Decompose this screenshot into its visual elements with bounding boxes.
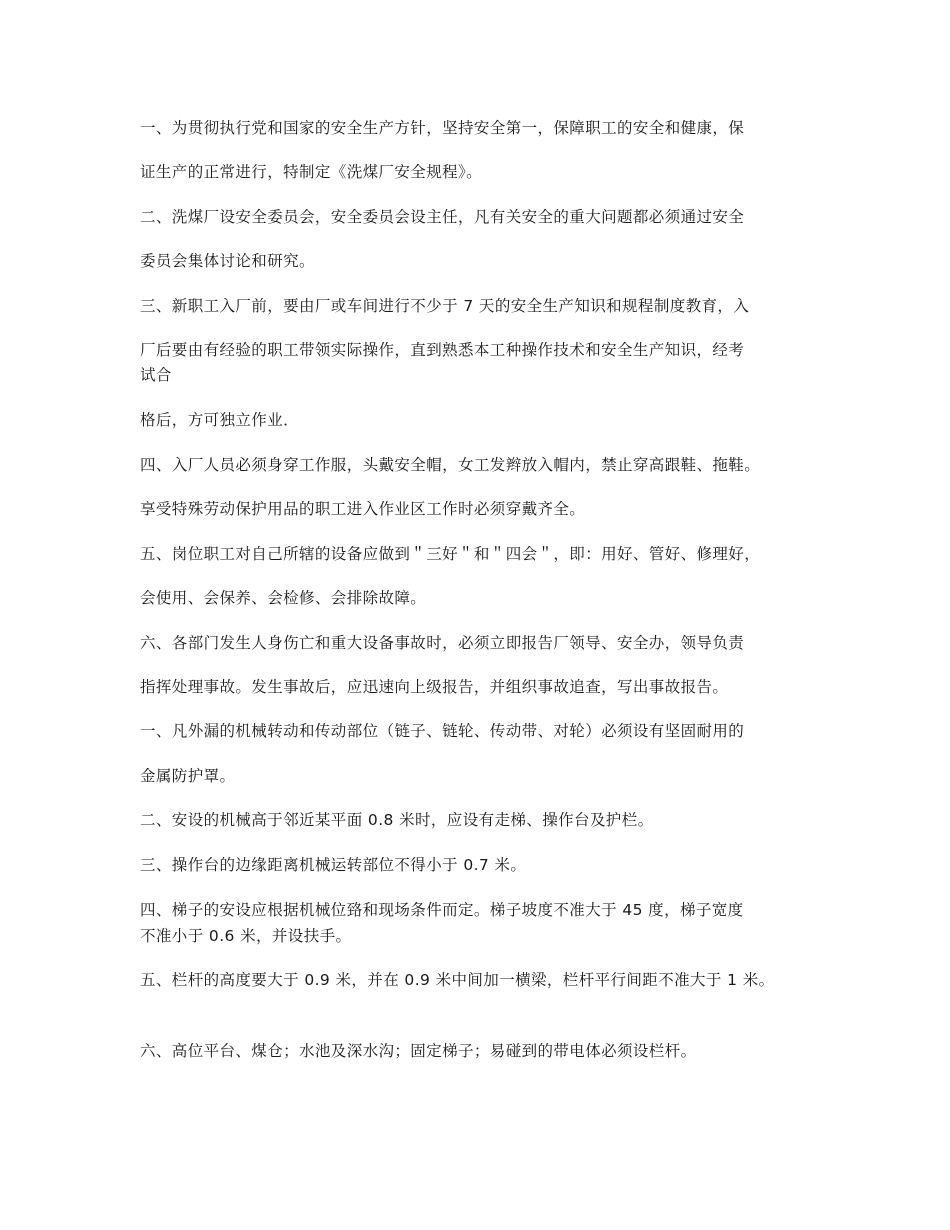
- paragraph-line: 一、凡外漏的机械转动和传动部位（链子、链轮、传动带、对轮）必须设有坚固耐用的: [140, 722, 745, 740]
- paragraph-line: 享受特殊劳动保护用品的职工进入作业区工作时必须穿戴齐全。: [140, 500, 586, 518]
- paragraph-line: 三、操作台的边缘距离机械运转部位不得小于 0.7 米。: [140, 856, 527, 874]
- paragraph-line: 五、栏杆的高度要大于 0.9 米，并在 0.9 米中间加一横梁，栏杆平行间距不准大于 1 米。: [140, 971, 775, 989]
- paragraph-line: 厂后要由有经验的职工带领实际操作，直到熟悉本工种操作技术和安全生产知识，经考: [140, 341, 745, 359]
- paragraph-line: 一、为贯彻执行党和国家的安全生产方针，坚持安全第一，保障职工的安全和健康，保: [140, 119, 745, 137]
- paragraph-line: 二、洗煤厂设安全委员会，安全委员会设主任，凡有关安全的重大问题都必须通过安全: [140, 208, 745, 226]
- paragraph-line: 五、岗位职工对自己所辖的设备应做到＂三好＂和＂四会＂，即：用好、管好、修理好，: [140, 545, 761, 563]
- paragraph-line: 不准小于 0.6 米，并设扶手。: [140, 927, 352, 945]
- paragraph-line: 格后，方可独立作业．: [140, 411, 300, 429]
- paragraph-line: 试合: [140, 366, 172, 384]
- paragraph-line: 三、新职工入厂前，要由厂或车间进行不少于 7 天的安全生产知识和规程制度教育，入: [140, 297, 750, 315]
- paragraph-line: 四、入厂人员必须身穿工作服，头戴安全帽，女工发辫放入帽内，禁止穿高跟鞋、拖鞋。: [140, 456, 761, 474]
- paragraph-line: 六、各部门发生人身伤亡和重大设备事故时，必须立即报告厂领导、安全办，领导负责: [140, 634, 745, 652]
- paragraph-line: 委员会集体讨论和研究。: [140, 252, 315, 270]
- paragraph-line: 六、高位平台、煤仓；水池及深水沟；固定梯子；易碰到的带电体必须设栏杆。: [140, 1042, 697, 1060]
- paragraph-line: 会使用、会保养、会检修、会排除故障。: [140, 589, 427, 607]
- paragraph-line: 四、梯子的安设应根据机械位臵和现场条件而定。梯子坡度不准大于 45 度，梯子宽度: [140, 901, 744, 919]
- paragraph-line: 指挥处理事故。发生事故后，应迅速向上级报告，并组织事故追查，写出事故报告。: [140, 678, 729, 696]
- paragraph-line: 金属防护罩。: [140, 767, 236, 785]
- paragraph-line: 二、安设的机械高于邻近某平面 0.8 米时，应设有走梯、操作台及护栏。: [140, 811, 654, 829]
- paragraph-line: 证生产的正常进行，特制定《洗煤厂安全规程》。: [140, 163, 483, 181]
